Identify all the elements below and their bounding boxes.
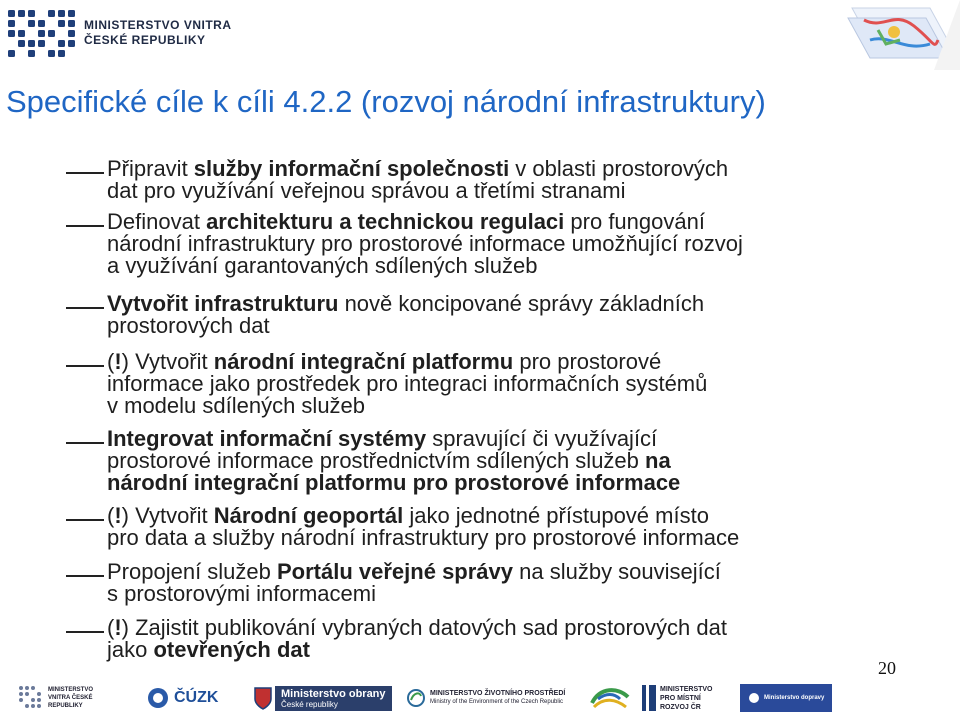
footer-logo-swirl xyxy=(588,680,632,716)
logo-dot xyxy=(8,20,15,27)
footer-mo-text: Ministerstvo obrany xyxy=(281,687,386,700)
logo-dot xyxy=(28,50,35,57)
bullet-line: prostorové informace prostřednictvím sdílených služeb na xyxy=(107,448,671,473)
bullet-line: Připravit služby informační společnosti v oblasti prostorových xyxy=(107,156,729,181)
logo-dot xyxy=(28,20,35,27)
bullet-dash xyxy=(66,631,104,633)
footer-logo-mv xyxy=(18,680,108,716)
bullet-text xyxy=(107,158,937,202)
footer-mo-sub: České republiky xyxy=(281,699,338,709)
logo-dot xyxy=(28,40,35,47)
bullet-dash xyxy=(66,307,104,309)
bullet-dash xyxy=(66,575,104,577)
bullet-line: informace jako prostředek pro integraci informačních systémů xyxy=(107,371,708,396)
footer-md-text: Ministerstvo dopravy xyxy=(764,695,825,701)
leaf-icon xyxy=(406,688,426,708)
footer-mzp-text: MINISTERSTVO ŽIVOTNÍHO PROSTŘEDÍ xyxy=(430,690,566,697)
bullet-line: (!) Vytvořit Národní geoportál jako jednotné přístupové místo xyxy=(107,503,709,528)
bullet-dash xyxy=(66,519,104,521)
bullet-line: (!) Zajistit publikování vybraných datových sad prostorových dat xyxy=(107,615,727,640)
logo-dot xyxy=(68,10,75,17)
bullet-dash xyxy=(66,172,104,174)
bullet-text xyxy=(107,351,937,417)
logo-dot xyxy=(58,20,65,27)
bullet-text xyxy=(107,617,937,661)
bullet-line: a využívání garantovaných sdílených služeb xyxy=(107,253,538,278)
logo-dot xyxy=(8,30,15,37)
map-layers-icon xyxy=(834,0,960,70)
footer-mv-text: MINISTERSTVO VNITRA ČESKÉ REPUBLIKY xyxy=(48,687,94,709)
bullet-line: prostorových dat xyxy=(107,313,270,338)
bullet-line: národní integrační platformu pro prostorové informace xyxy=(107,470,681,495)
bullet-line: národní infrastruktury pro prostorové informace umožňující rozvoj xyxy=(107,231,743,256)
bullet-dash xyxy=(66,225,104,227)
bullet-text xyxy=(107,505,937,549)
footer-logo-mo xyxy=(254,680,392,716)
ministry-name xyxy=(84,18,232,48)
ministry-name-line2: ČESKÉ REPUBLIKY xyxy=(84,33,206,47)
footer-mmr-text: MINISTERSTVO PRO MÍSTNÍ ROZVOJ ČR xyxy=(660,685,713,711)
dot-grid-icon xyxy=(4,6,82,58)
footer-logo-cuzk xyxy=(146,680,218,716)
footer-logo-md xyxy=(740,680,832,716)
bullet-line: Definovat architekturu a technickou regulaci pro fungování xyxy=(107,209,705,234)
shield-icon xyxy=(254,686,272,710)
logo-dot xyxy=(28,10,35,17)
slide-title: Specifické cíle k cíli 4.2.2 (rozvoj národní infrastruktury) xyxy=(6,84,766,119)
footer-logo-mmr xyxy=(642,680,726,716)
logo-dot xyxy=(48,50,55,57)
footer-logo-mzp xyxy=(406,680,565,716)
bullet-dash xyxy=(66,442,104,444)
bullet-line: dat pro využívání veřejnou správou a třetími stranami xyxy=(107,178,626,203)
bullet-line: (!) Vytvořit národní integrační platformu pro prostorové xyxy=(107,349,662,374)
logo-dot xyxy=(58,40,65,47)
logo-dot xyxy=(68,40,75,47)
logo-dot xyxy=(38,30,45,37)
logo-dot xyxy=(18,10,25,17)
logo-dot xyxy=(18,40,25,47)
bullet-dash xyxy=(66,365,104,367)
logo-dot xyxy=(8,10,15,17)
logo-dot xyxy=(18,30,25,37)
logo-dot xyxy=(8,50,15,57)
bullet-line: Propojení služeb Portálu veřejné správy na služby související xyxy=(107,559,721,584)
bullet-line: v modelu sdílených služeb xyxy=(107,393,366,418)
bullet-text xyxy=(107,211,937,277)
footer-cuzk-text: ČÚZK xyxy=(174,689,219,706)
logo-dot xyxy=(38,40,45,47)
page-number: 20 xyxy=(878,658,896,678)
bullet-text xyxy=(107,293,937,337)
bullet-line: Vytvořit infrastrukturu nově koncipované správy základních xyxy=(107,291,705,316)
bullet-text xyxy=(107,428,937,494)
bullet-line: Integrovat informační systémy spravující či využívající xyxy=(107,426,658,451)
logo-dot xyxy=(38,20,45,27)
dot-grid-icon xyxy=(18,685,44,711)
ministry-name-line1: MINISTERSTVO VNITRA xyxy=(84,18,232,32)
bullet-line: s prostorovými informacemi xyxy=(107,581,376,606)
logo-dot xyxy=(48,30,55,37)
bullet-line: pro data a služby národní infrastruktury pro prostorové informace xyxy=(107,525,740,550)
bullet-line: jako otevřených dat xyxy=(107,637,310,662)
road-icon xyxy=(748,692,760,704)
logo-dot xyxy=(48,10,55,17)
swirl-icon xyxy=(588,683,632,713)
logo-dot xyxy=(68,30,75,37)
logo-dot xyxy=(68,20,75,27)
flag-stripe-icon xyxy=(642,685,656,711)
ministry-logo xyxy=(4,6,234,58)
cuzk-emblem-icon xyxy=(146,686,172,710)
logo-dot xyxy=(58,50,65,57)
logo-dot xyxy=(58,10,65,17)
bullet-text xyxy=(107,561,937,605)
footer-mzp-sub: Ministry of the Environment of the Czech Republic xyxy=(430,699,564,705)
